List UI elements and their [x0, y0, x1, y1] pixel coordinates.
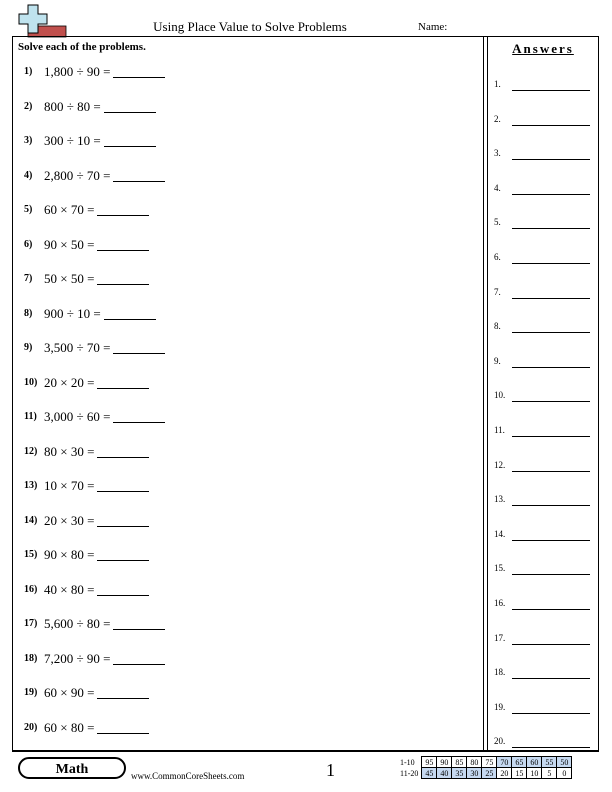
problem-number: 9)	[24, 342, 33, 353]
problem-6	[24, 237, 149, 257]
problem-number: 19)	[24, 687, 38, 698]
problem-expression: 900 ÷ 10 =	[44, 305, 101, 321]
answer-row-17	[494, 633, 594, 647]
answer-row-14	[494, 529, 594, 543]
answer-line[interactable]	[512, 90, 590, 91]
answer-line[interactable]	[512, 125, 590, 126]
answer-blank[interactable]	[97, 721, 149, 734]
score-row	[398, 768, 572, 779]
answer-line[interactable]	[512, 471, 590, 472]
score-cell: 65	[512, 757, 527, 768]
answer-blank[interactable]	[97, 514, 149, 527]
answer-number: 5.	[494, 217, 501, 228]
answer-number: 16.	[494, 598, 506, 608]
score-cell: 5	[542, 768, 557, 779]
problem-18	[24, 651, 165, 671]
answer-blank[interactable]	[97, 203, 149, 216]
problem-number: 16)	[24, 583, 38, 595]
answer-blank[interactable]	[113, 65, 165, 78]
subject-badge: Math	[18, 757, 126, 779]
problem-7	[24, 271, 149, 291]
problem-15	[24, 547, 149, 567]
score-row	[398, 757, 572, 768]
problem-expression: 60 × 90 =	[44, 685, 95, 700]
answers-title: Answers	[512, 41, 574, 56]
score-cell: 95	[422, 757, 437, 768]
column-divider	[483, 37, 484, 750]
answer-number: 6.	[494, 252, 501, 262]
answer-number: 8.	[494, 321, 501, 332]
score-cell: 70	[497, 757, 512, 768]
problem-expression: 20 × 20 =	[44, 374, 95, 390]
problem-number: 20)	[24, 721, 38, 733]
answer-number: 11.	[494, 425, 505, 435]
problem-number: 15)	[24, 549, 38, 560]
score-cell: 40	[437, 768, 452, 779]
answer-row-5	[494, 217, 594, 231]
answer-blank[interactable]	[113, 617, 165, 630]
answer-line[interactable]	[512, 747, 590, 748]
problem-expression: 20 × 30 =	[44, 512, 95, 528]
frame-right-border	[598, 37, 599, 750]
problem-expression: 40 × 80 =	[44, 581, 95, 597]
score-cell: 85	[452, 757, 467, 768]
problem-expression: 3,500 ÷ 70 =	[44, 340, 111, 355]
score-cell: 60	[527, 757, 542, 768]
answer-row-4	[494, 183, 594, 197]
answer-row-15	[494, 563, 594, 577]
answer-line[interactable]	[512, 263, 590, 264]
problem-expression: 1,800 ÷ 90 =	[44, 64, 111, 79]
answer-number: 7.	[494, 286, 501, 297]
problem-1	[24, 64, 165, 84]
answer-number: 9.	[494, 355, 501, 366]
problem-expression: 5,600 ÷ 80 =	[44, 616, 111, 631]
score-cell: 30	[467, 768, 482, 779]
answer-line[interactable]	[512, 401, 590, 402]
answer-row-10	[494, 390, 594, 404]
answer-row-13	[494, 494, 594, 508]
problem-4	[24, 168, 165, 188]
answer-line[interactable]	[512, 159, 590, 160]
problem-number: 10)	[24, 376, 38, 388]
answer-row-6	[494, 252, 594, 266]
problem-number: 3)	[24, 135, 33, 146]
problem-expression: 90 × 80 =	[44, 547, 95, 562]
problem-number: 4)	[24, 169, 33, 181]
score-cell: 80	[467, 757, 482, 768]
problem-16	[24, 582, 149, 602]
problem-number: 1)	[24, 66, 33, 77]
problem-10	[24, 375, 149, 395]
answer-blank[interactable]	[97, 548, 149, 561]
answer-blank[interactable]	[97, 686, 149, 699]
answer-line[interactable]	[512, 574, 590, 575]
problem-9	[24, 340, 165, 360]
score-cell: 10	[527, 768, 542, 779]
score-table	[398, 756, 572, 779]
problem-number: 12)	[24, 445, 38, 457]
problem-number: 17)	[24, 618, 38, 629]
answer-row-18	[494, 667, 594, 681]
answer-row-7	[494, 287, 594, 301]
problem-number: 14)	[24, 514, 38, 526]
answer-blank[interactable]	[104, 134, 156, 147]
problem-number: 5)	[24, 204, 33, 215]
answer-blank[interactable]	[113, 169, 165, 182]
score-cell: 90	[437, 757, 452, 768]
score-cell: 25	[482, 768, 497, 779]
answer-line[interactable]	[512, 713, 590, 714]
answer-blank[interactable]	[104, 100, 156, 113]
problem-2	[24, 99, 156, 119]
answer-blank[interactable]	[97, 376, 149, 389]
answer-line[interactable]	[512, 367, 590, 368]
answer-number: 20.	[494, 736, 506, 747]
answer-number: 14.	[494, 528, 506, 539]
problem-expression: 10 × 70 =	[44, 478, 95, 493]
answer-number: 12.	[494, 459, 506, 470]
answer-blank[interactable]	[113, 652, 165, 665]
answer-blank[interactable]	[97, 238, 149, 251]
answer-blank[interactable]	[104, 307, 156, 320]
problem-17	[24, 616, 165, 636]
answer-number: 13.	[494, 494, 506, 505]
score-cell: 35	[452, 768, 467, 779]
answer-row-3	[494, 148, 594, 162]
answer-line[interactable]	[512, 298, 590, 299]
problem-12	[24, 444, 149, 464]
answer-line[interactable]	[512, 644, 590, 645]
answer-blank[interactable]	[97, 445, 149, 458]
problem-expression: 80 × 30 =	[44, 443, 95, 459]
problem-expression: 50 × 50 =	[44, 271, 95, 286]
answer-row-2	[494, 114, 594, 128]
problem-expression: 90 × 50 =	[44, 236, 95, 252]
problem-expression: 300 ÷ 10 =	[44, 133, 101, 148]
problem-3	[24, 133, 156, 153]
problem-11	[24, 409, 165, 429]
header-rule	[12, 36, 599, 37]
answer-line[interactable]	[512, 678, 590, 679]
problem-5	[24, 202, 149, 222]
name-label: Name:	[418, 21, 448, 33]
answer-blank[interactable]	[113, 341, 165, 354]
problem-expression: 60 × 70 =	[44, 202, 95, 217]
answer-row-9	[494, 356, 594, 370]
answer-blank[interactable]	[97, 583, 149, 596]
frame-left-border	[12, 37, 13, 750]
problem-14	[24, 513, 149, 533]
problem-expression: 3,000 ÷ 60 =	[44, 409, 111, 424]
answer-line[interactable]	[512, 436, 590, 437]
score-cell: 50	[557, 757, 572, 768]
problem-number: 6)	[24, 238, 33, 250]
answer-blank[interactable]	[97, 272, 149, 285]
answer-number: 17.	[494, 632, 506, 643]
answer-row-20	[494, 736, 594, 750]
problem-expression: 60 × 80 =	[44, 719, 95, 735]
page-number: 1	[326, 760, 335, 780]
answer-blank[interactable]	[113, 410, 165, 423]
score-cell: 20	[497, 768, 512, 779]
problem-13	[24, 478, 149, 498]
answer-row-1	[494, 79, 594, 93]
answer-line[interactable]	[512, 194, 590, 195]
page-title: Using Place Value to Solve Problems	[153, 19, 347, 34]
score-cell: 0	[557, 768, 572, 779]
answer-number: 4.	[494, 182, 501, 193]
answer-number: 3.	[494, 148, 501, 159]
answer-number: 1.	[494, 79, 501, 89]
problem-number: 18)	[24, 652, 38, 664]
problem-number: 11)	[24, 411, 37, 422]
problem-number: 13)	[24, 480, 38, 491]
problem-expression: 7,200 ÷ 90 =	[44, 650, 111, 666]
answer-number: 2.	[494, 113, 501, 124]
problem-number: 8)	[24, 307, 33, 319]
problem-8	[24, 306, 156, 326]
answer-row-19	[494, 702, 594, 716]
answer-line[interactable]	[512, 540, 590, 541]
answer-number: 15.	[494, 563, 506, 574]
problem-19	[24, 685, 149, 705]
problem-expression: 800 ÷ 80 =	[44, 98, 101, 114]
answer-blank[interactable]	[97, 479, 149, 492]
answer-row-11	[494, 425, 594, 439]
problem-20	[24, 720, 149, 740]
problem-number: 7)	[24, 273, 33, 284]
score-row-label: 11-20	[400, 768, 419, 778]
answer-row-8	[494, 321, 594, 335]
answer-line[interactable]	[512, 609, 590, 610]
score-cell: 45	[422, 768, 437, 779]
answer-number: 18.	[494, 667, 506, 678]
website-link[interactable]: www.CommonCoreSheets.com	[131, 771, 245, 781]
answer-line[interactable]	[512, 505, 590, 506]
score-row-label: 1-10	[400, 757, 415, 767]
answer-line[interactable]	[512, 228, 590, 229]
instructions: Solve each of the problems.	[18, 41, 146, 53]
problem-expression: 2,800 ÷ 70 =	[44, 167, 111, 183]
score-cell: 75	[482, 757, 497, 768]
answer-row-12	[494, 460, 594, 474]
answer-number: 19.	[494, 701, 506, 712]
answer-line[interactable]	[512, 332, 590, 333]
column-divider-inner	[487, 37, 488, 750]
problem-number: 2)	[24, 100, 33, 112]
answer-row-16	[494, 598, 594, 612]
answer-number: 10.	[494, 390, 506, 401]
score-cell: 55	[542, 757, 557, 768]
score-cell: 15	[512, 768, 527, 779]
